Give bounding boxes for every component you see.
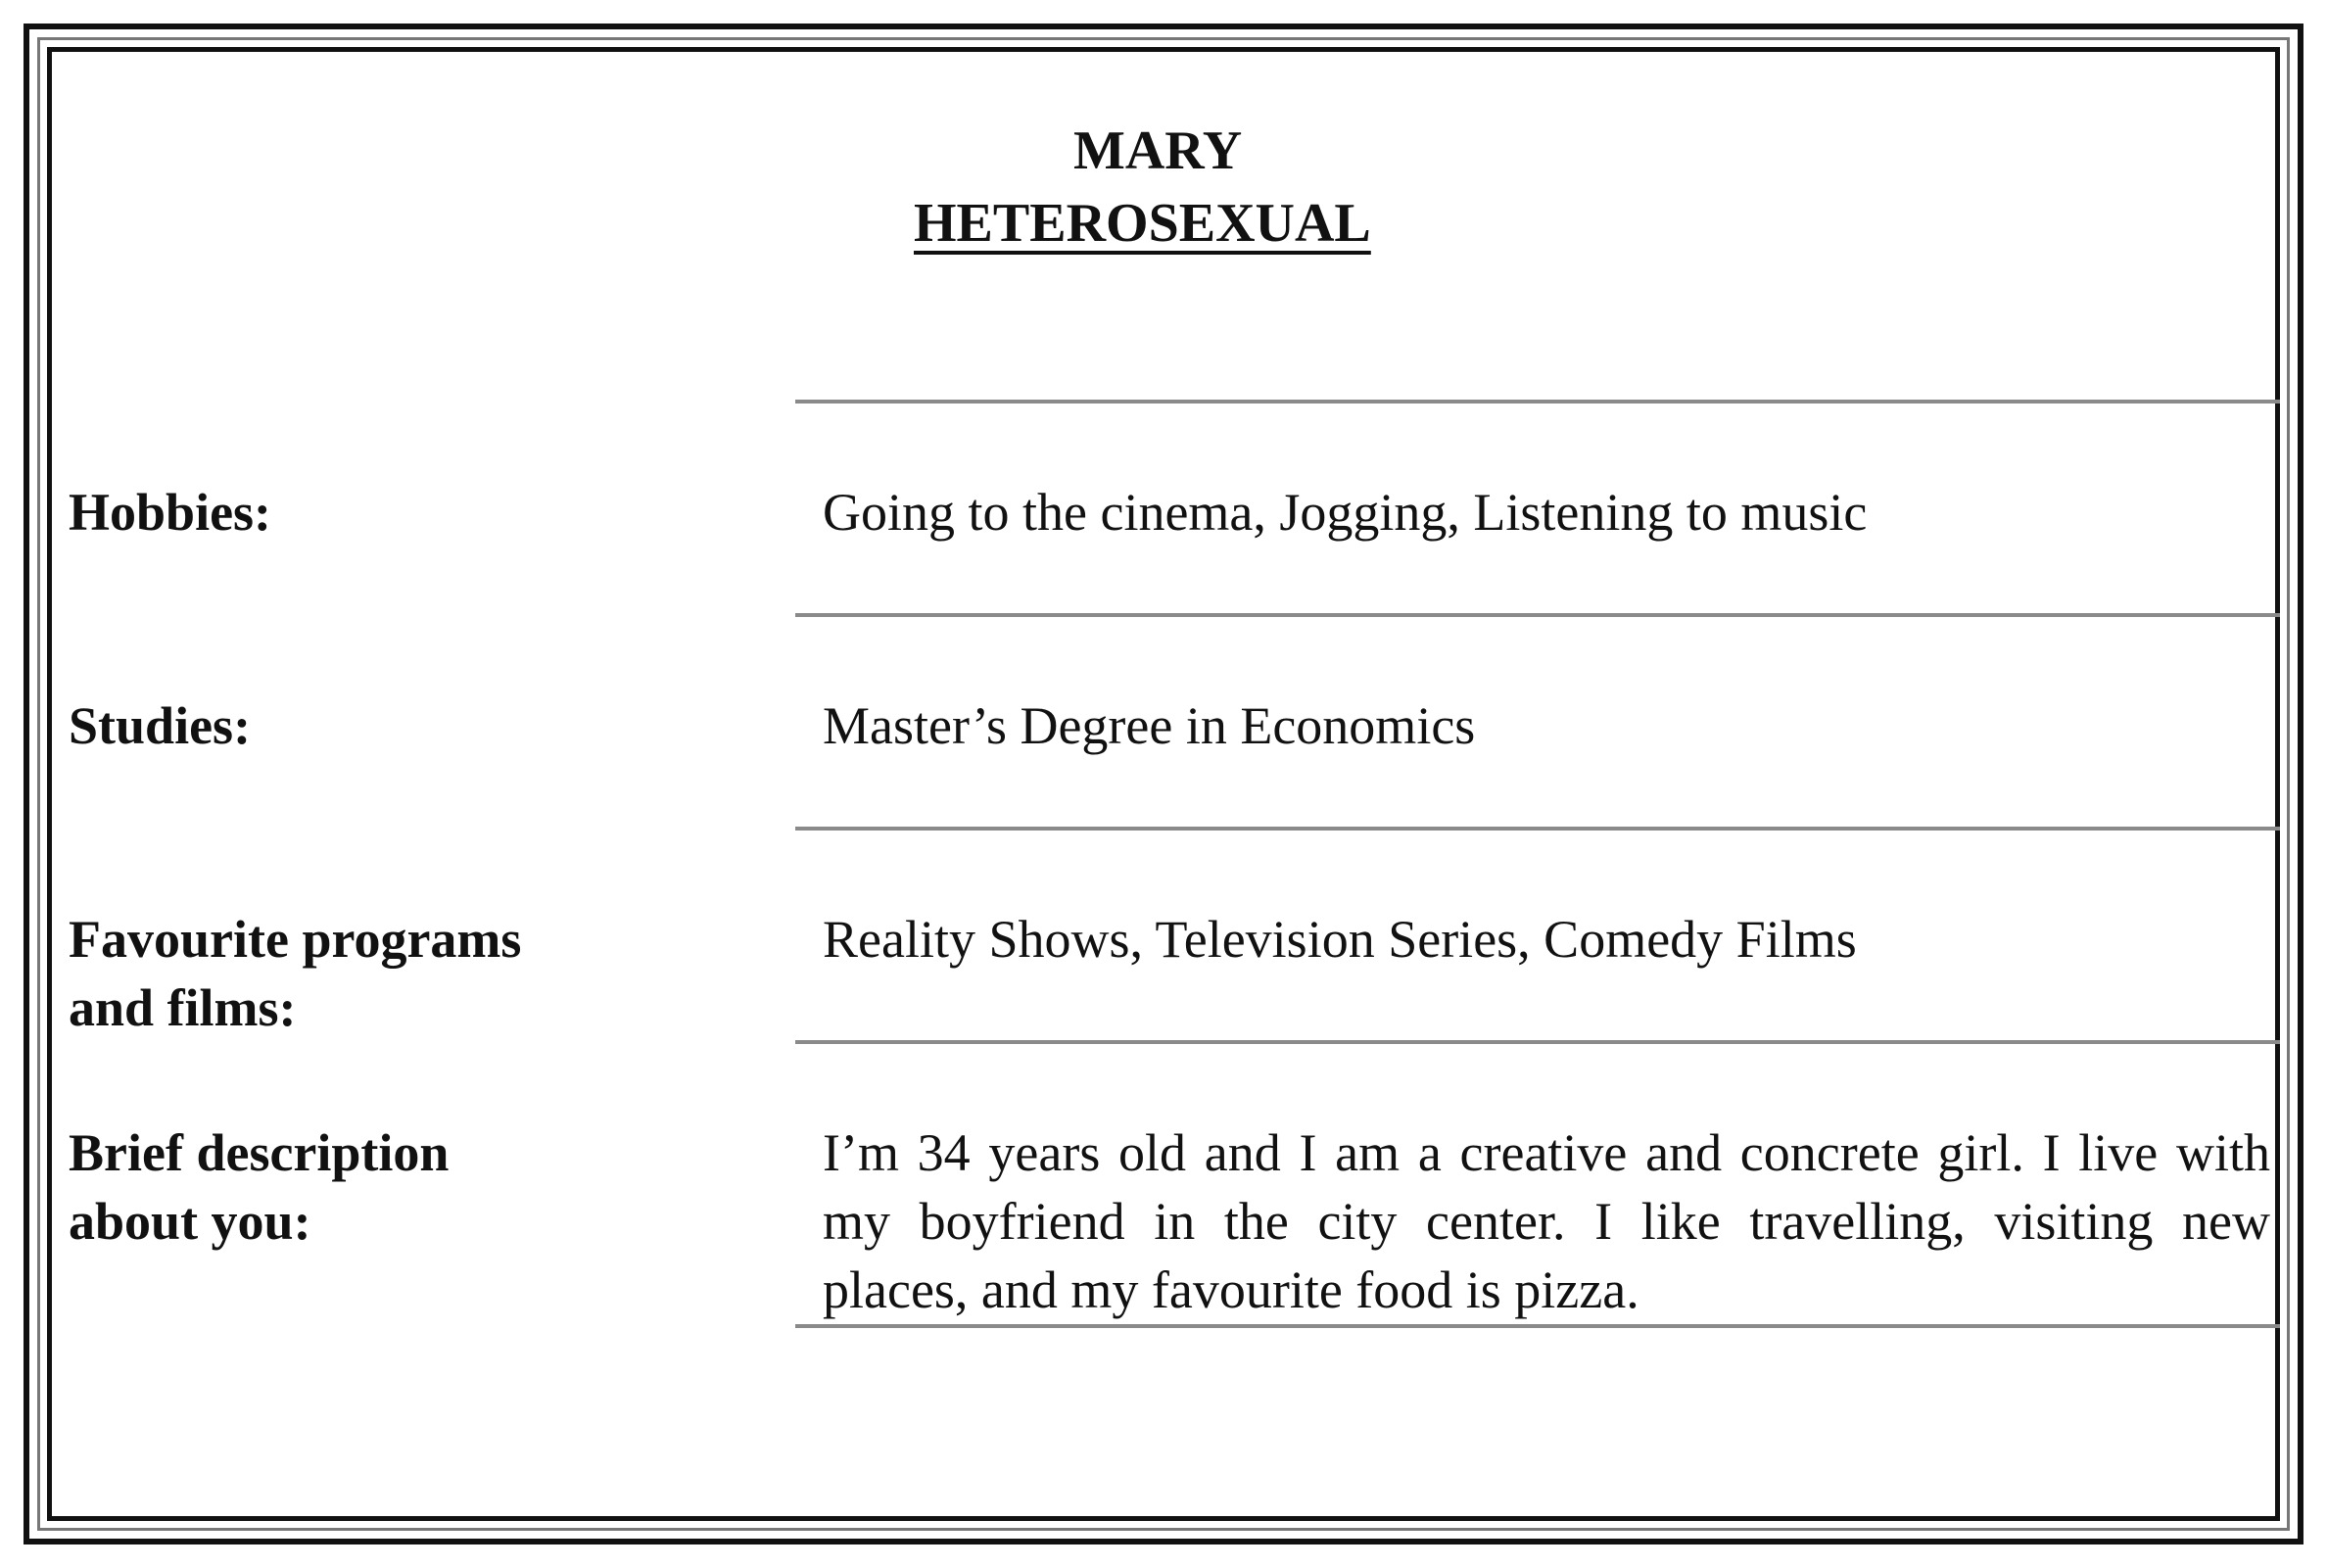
hobbies-label: Hobbies: [69,483,272,542]
favourite-programs-value: Reality Shows, Television Series, Comedy Films [823,910,1857,969]
divider-rule [795,1324,2280,1328]
profile-name: MARY [1073,120,1243,181]
studies-label: Studies: [69,696,252,755]
description-value: I’m 34 years old and I am a creative and concrete girl. I live with my boyfriend in the city center. I like travelling, visiting new places, and my favourite food is pizza. [823,1123,2270,1319]
studies-value: Master’s Degree in Economics [823,696,1476,755]
divider-rule [795,1040,2280,1044]
divider-rule [795,613,2280,617]
divider-rule [795,827,2280,831]
favourite-programs-label-line2: and films: [69,978,297,1037]
favourite-programs-label-line1: Favourite programs [69,910,522,969]
divider-rule [795,400,2280,404]
description-label-line2: about you: [69,1192,311,1251]
profile-orientation: HETEROSEXUAL [914,193,1371,254]
hobbies-value: Going to the cinema, Jogging, Listening to music [823,483,1868,542]
description-label-line1: Brief description [69,1123,450,1182]
